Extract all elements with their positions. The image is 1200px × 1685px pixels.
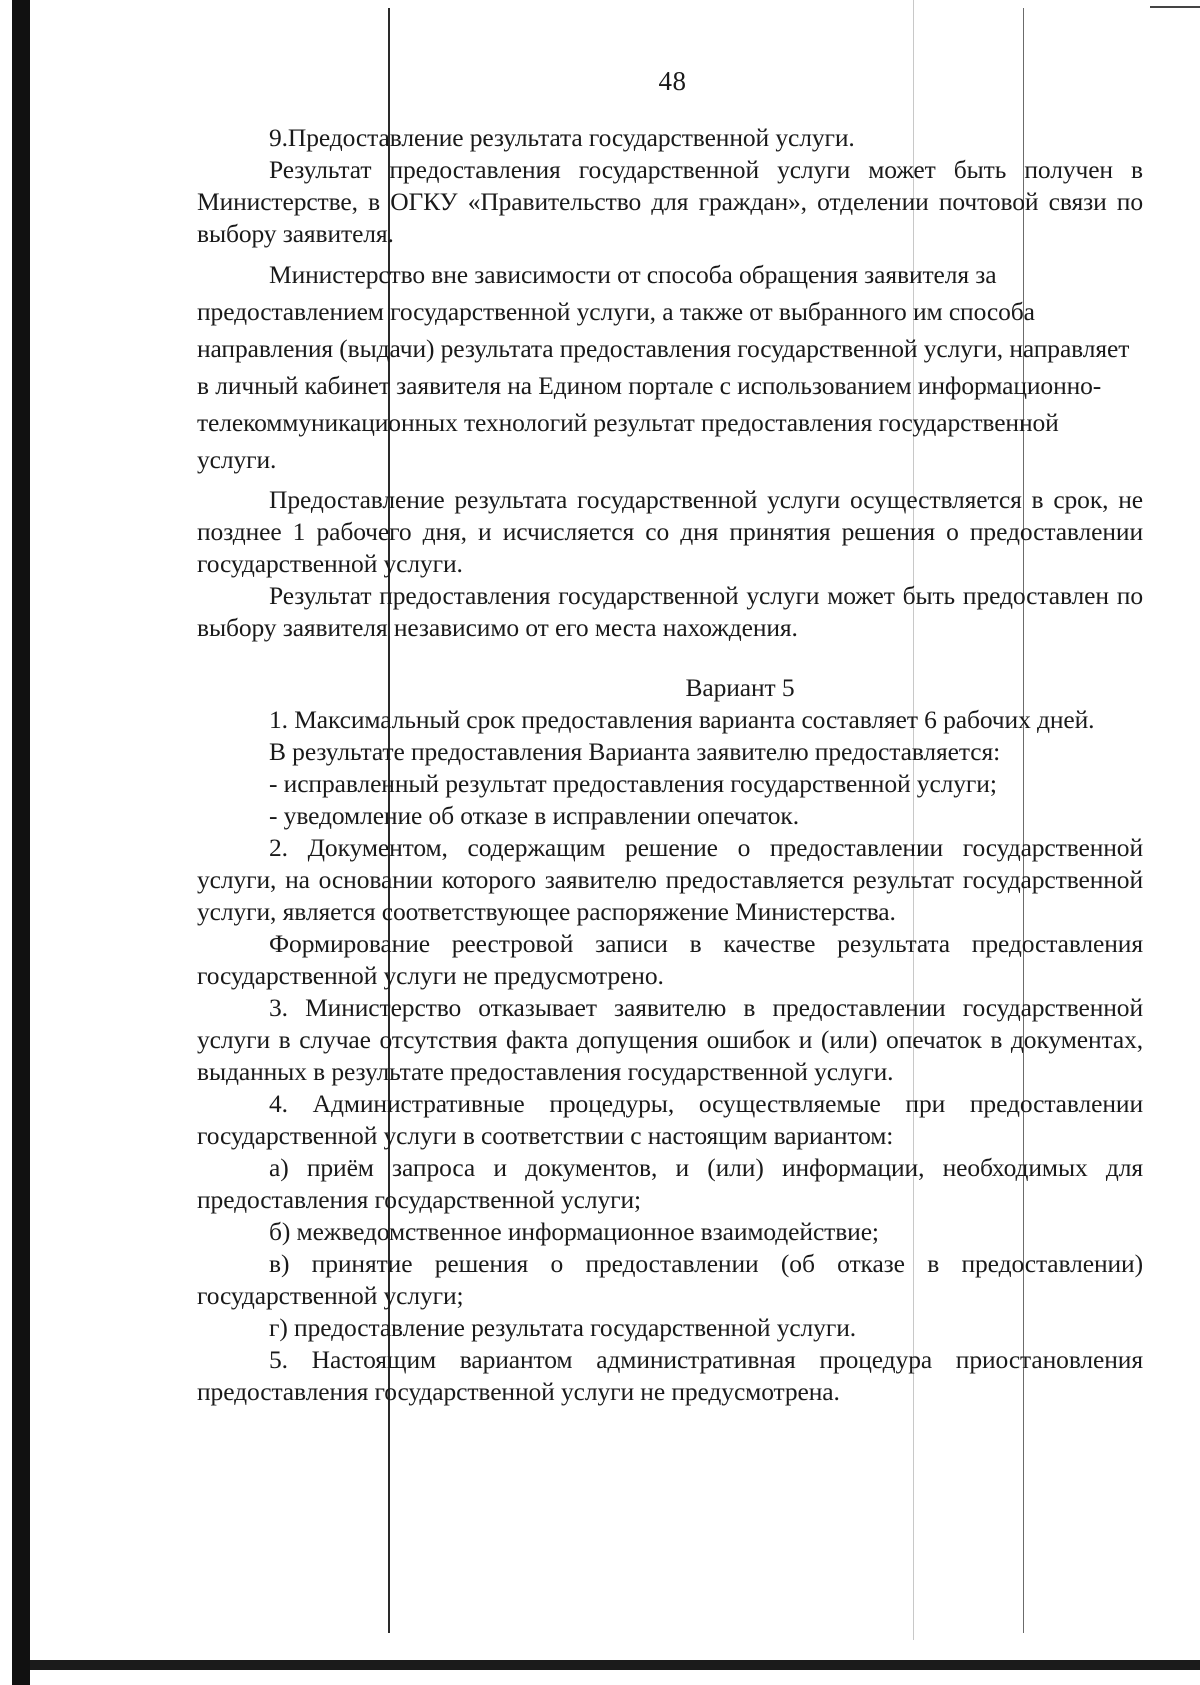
paragraph: Министерство вне зависимости от способа обращения заявителя за предоставлением государственной услуги, а также от выбранного им способа направления (выдачи) результата предоставления государственной услуги, направляет в личный кабинет заявителя на Едином портале с использованием информационно-телекоммуникационных технологий результат предоставления государственной услуги.	[197, 260, 1130, 474]
list-item: 2. Документом, содержащим решение о предоставлении государственной услуги, на основании которого заявителю предоставляется результат государственной услуги, является соответствующее распоряжение Министерства.	[197, 833, 1143, 926]
sub-item: г) предоставление результата государственной услуги.	[269, 1313, 857, 1342]
sub-item: а) приём запроса и документов, и (или) информации, необходимых для предоставления государственной услуги;	[197, 1153, 1143, 1214]
section-9-title: 9.Предоставление результата государственной услуги.	[269, 123, 855, 152]
scan-edge-left	[12, 0, 30, 1685]
list-item: - уведомление об отказе в исправлении опечаток.	[269, 801, 799, 830]
scan-corner-mark	[1150, 6, 1200, 8]
list-item: 5. Настоящим вариантом административная процедура приостановления предоставления государственной услуги не предусмотрена.	[197, 1345, 1143, 1406]
sub-item: б) межведомственное информационное взаимодействие;	[269, 1217, 879, 1246]
document-body	[197, 122, 1143, 1408]
paragraph: Результат предоставления государственной услуги может быть получен в Министерстве, в ОГКУ «Правительство для граждан», отделении почтовой связи по выбору заявителя.	[197, 155, 1143, 248]
list-item: 3. Министерство отказывает заявителю в предоставлении государственной услуги в случае отсутствия факта допущения ошибок и (или) опечаток в документах, выданных в результате предоставления государственной услуги.	[197, 993, 1143, 1086]
paragraph: Предоставление результата государственной услуги осуществляется в срок, не позднее 1 рабочего дня, и исчисляется со дня принятия решения о предоставлении государственной услуги.	[197, 485, 1143, 578]
sub-item: в) принятие решения о предоставлении (об отказе в предоставлении) государственной услуги;	[197, 1249, 1143, 1310]
scan-edge-bottom	[30, 1660, 1200, 1670]
page-number: 48	[658, 66, 687, 96]
list-item: 4. Административные процедуры, осуществляемые при предоставлении государственной услуги в соответствии с настоящим вариантом:	[197, 1089, 1143, 1150]
list-item: 1. Максимальный срок предоставления варианта составляет 6 рабочих дней.	[269, 705, 1095, 734]
list-item: - исправленный результат предоставления государственной услуги;	[269, 769, 997, 798]
paragraph: В результате предоставления Варианта заявителю предоставляется:	[269, 737, 1001, 766]
paragraph: Результат предоставления государственной услуги может быть предоставлен по выбору заявителя независимо от его места нахождения.	[197, 581, 1143, 642]
variant-heading: Вариант 5	[685, 673, 795, 702]
paragraph: Формирование реестровой записи в качестве результата предоставления государственной услуги не предусмотрено.	[197, 929, 1143, 990]
